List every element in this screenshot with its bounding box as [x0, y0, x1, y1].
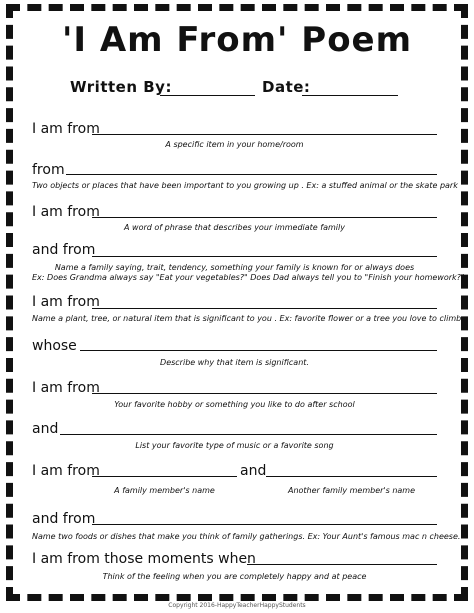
prompt-3: I am from [32, 204, 100, 220]
prompt-9-mid: and [240, 463, 267, 479]
hint-4-example: Ex: Does Grandma always say "Eat your vegetables?" Does Dad always tell you to "Finish your homework?" [32, 273, 465, 282]
answer-line-8[interactable] [60, 434, 437, 435]
written-by-label: Written By: [70, 78, 172, 96]
hint-11: Think of the feeling when you are completely happy and at peace [102, 572, 367, 581]
prompt-5: I am from [32, 294, 100, 310]
hint-4: Name a family saying, trait, tendency, something your family is known for or always does [54, 263, 415, 272]
copyright-text: Copyright 2016-HappyTeacherHappyStudents [168, 602, 306, 609]
prompt-8: and [32, 421, 59, 437]
hint-9-right: Another family member's name [287, 486, 416, 495]
hint-3: A word of phrase that describes your immediate family [124, 223, 345, 232]
hint-2: Two objects or places that have been important to you growing up . Ex: a stuffed animal or the skate park [32, 181, 458, 190]
answer-line-4[interactable] [92, 256, 437, 257]
answer-line-7[interactable] [92, 393, 437, 394]
answer-line-9b[interactable] [266, 476, 437, 477]
date-label: Date: [262, 78, 311, 96]
hint-6: Describe why that item is significant. [160, 358, 309, 367]
answer-line-1[interactable] [92, 134, 437, 135]
prompt-9: I am from [32, 463, 100, 479]
prompt-2: from [32, 162, 65, 178]
written-by-field[interactable] [160, 95, 255, 96]
page-title: 'I Am From' Poem [61, 20, 413, 60]
hint-1: A specific item in your home/room [165, 140, 304, 149]
hint-7: Your favorite hobby or something you like to do after school [114, 400, 355, 409]
hint-5: Name a plant, tree, or natural item that is significant to you . Ex: favorite flower or a tree you love to climb. [32, 314, 464, 323]
hint-10: Name two foods or dishes that make you think of family gatherings. Ex: Your Aunt's famous mac n cheese. [32, 532, 461, 541]
date-field[interactable] [302, 95, 398, 96]
prompt-10: and from [32, 511, 96, 527]
prompt-6: whose [32, 338, 77, 354]
answer-line-3[interactable] [92, 217, 437, 218]
answer-line-2[interactable] [66, 174, 437, 175]
answer-line-9a[interactable] [92, 476, 237, 477]
prompt-11: I am from those moments when [32, 551, 256, 567]
answer-line-11[interactable] [247, 564, 437, 565]
prompt-1: I am from [32, 121, 100, 137]
prompt-4: and from [32, 242, 96, 258]
answer-line-5[interactable] [92, 308, 437, 309]
prompt-7: I am from [32, 380, 100, 396]
answer-line-10[interactable] [92, 524, 437, 525]
hint-9-left: A family member's name [114, 486, 215, 495]
answer-line-6[interactable] [80, 350, 437, 351]
hint-8: List your favorite type of music or a favorite song [135, 441, 334, 450]
